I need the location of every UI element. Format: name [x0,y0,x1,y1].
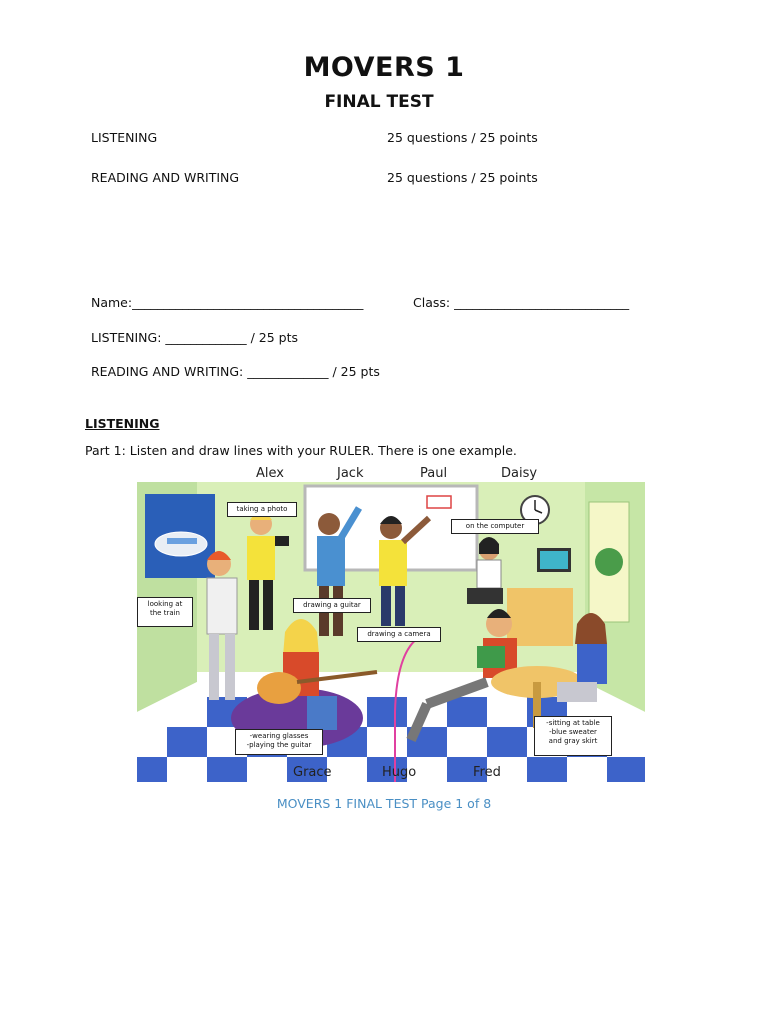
caption-on-computer: on the computer [451,519,539,534]
name-jack: Jack [337,466,364,481]
caption-drawing-guitar: drawing a guitar [293,598,371,613]
caption-table-line-2: -blue sweater [549,728,597,736]
caption-looking-at-train [137,597,193,627]
name-paul: Paul [420,466,448,481]
summary-reading-label: READING AND WRITING [91,170,240,185]
reading-score-field[interactable]: READING AND WRITING: _____________ / 25 pts [91,364,380,379]
name-hugo: Hugo [382,765,417,780]
classroom-illustration [137,482,645,782]
listening-heading: LISTENING [85,416,160,431]
caption-looking-line-1: looking at [147,600,183,608]
summary-reading-detail: 25 questions / 25 points [387,170,538,185]
caption-looking-line-2: the train [149,609,180,617]
caption-sitting-at-table [534,716,612,756]
page-title: MOVERS 1 [303,52,465,83]
listening-score-field[interactable]: LISTENING: _____________ / 25 pts [91,330,299,345]
caption-glasses-line-1: -wearing glasses [249,732,309,740]
name-fred: Fred [473,765,501,780]
name-alex: Alex [256,466,284,481]
summary-listening-detail: 25 questions / 25 points [387,130,538,145]
caption-table-line-1: -sitting at table [546,719,600,727]
caption-drawing-camera: drawing a camera [357,627,441,642]
caption-table-line-3: and gray skirt [548,737,598,745]
caption-wearing-glasses [235,729,323,755]
class-field[interactable]: Class: ____________________________ [413,295,630,310]
page-footer: MOVERS 1 FINAL TEST Page 1 of 8 [276,796,492,811]
caption-taking-photo: taking a photo [227,502,297,517]
part1-instruction: Part 1: Listen and draw lines with your RULER. There is one example. [85,443,517,458]
name-grace: Grace [293,765,332,780]
page-subtitle: FINAL TEST [324,92,434,112]
name-daisy: Daisy [501,466,538,481]
summary-listening-label: LISTENING [91,130,158,145]
name-field[interactable]: Name:_____________________________________ [91,295,364,310]
caption-glasses-line-2: -playing the guitar [246,741,312,749]
